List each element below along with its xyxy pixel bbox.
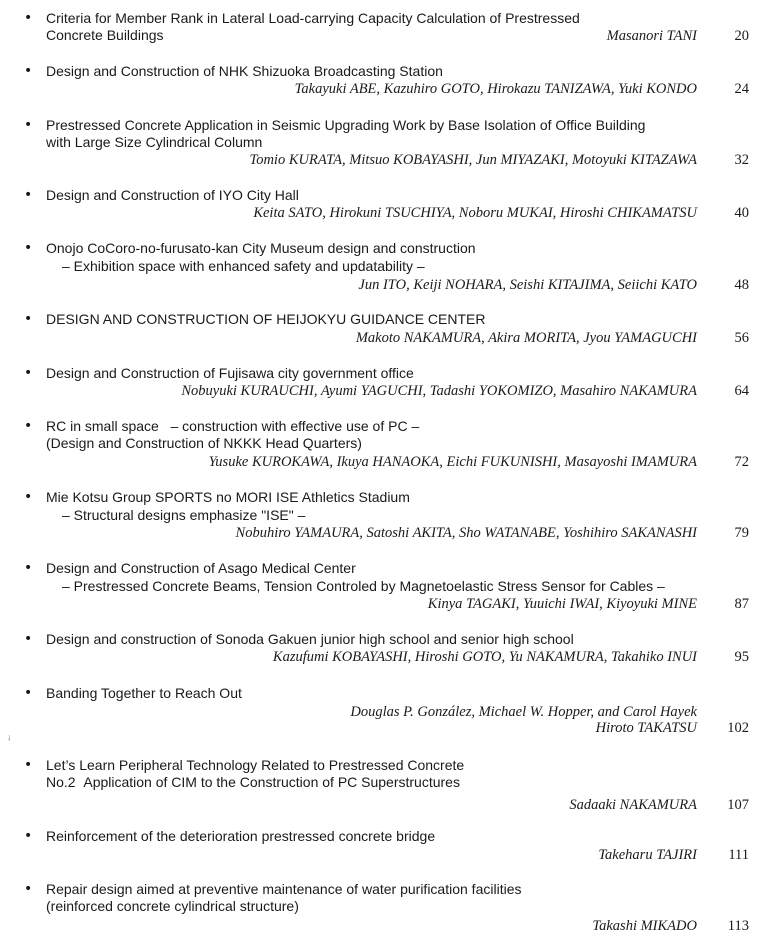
entry-page: 40 bbox=[734, 205, 749, 221]
entry-page: 79 bbox=[734, 525, 749, 541]
entry-authors: Masanori TANI bbox=[606, 28, 697, 44]
entry-title: Banding Together to Reach Out bbox=[46, 685, 242, 701]
entry-title: Onojo CoCoro-no-furusato-kan City Museum design and construction bbox=[46, 240, 476, 256]
entry-authors: Nobuhiro YAMAURA, Satoshi AKITA, Sho WATANABE, Yoshihiro SAKANASHI bbox=[235, 525, 697, 541]
entry-authors: Hiroto TAKATSU bbox=[595, 720, 697, 736]
entry-authors: Yusuke KUROKAWA, Ikuya HANAOKA, Eichi FUKUNISHI, Masayoshi IMAMURA bbox=[208, 454, 697, 470]
entry-authors: Tomio KURATA, Mitsuo KOBAYASHI, Jun MIYAZAKI, Motoyuki KITAZAWA bbox=[249, 152, 697, 168]
entry-authors: Keita SATO, Hirokuni TSUCHIYA, Noboru MUKAI, Hiroshi CHIKAMATSU bbox=[253, 205, 697, 221]
bullet-icon: • bbox=[24, 828, 33, 844]
entry-title: DESIGN AND CONSTRUCTION OF HEIJOKYU GUIDANCE CENTER bbox=[46, 311, 486, 327]
entry-page: 56 bbox=[734, 330, 749, 346]
bullet-icon: • bbox=[24, 240, 33, 256]
margin-mark: ¡ bbox=[8, 733, 11, 741]
entry-authors: Takashi MIKADO bbox=[592, 918, 697, 934]
entry-title: Concrete Buildings bbox=[46, 27, 164, 43]
entry-title: RC in small space – construction with effective use of PC – bbox=[46, 418, 420, 434]
entry-authors: Jun ITO, Keiji NOHARA, Seishi KITAJIMA, Seiichi KATO bbox=[358, 277, 697, 293]
bullet-icon: • bbox=[24, 63, 33, 79]
bullet-icon: • bbox=[24, 631, 33, 647]
entry-page: 102 bbox=[727, 720, 749, 736]
bullet-icon: • bbox=[24, 685, 33, 701]
entry-authors: Takayuki ABE, Kazuhiro GOTO, Hirokazu TANIZAWA, Yuki KONDO bbox=[294, 81, 697, 97]
entry-title: Design and Construction of Fujisawa city government office bbox=[46, 365, 414, 381]
bullet-icon: • bbox=[24, 365, 33, 381]
entry-title: Reinforcement of the deterioration prestressed concrete bridge bbox=[46, 828, 436, 844]
entry-page: 20 bbox=[734, 28, 749, 44]
bullet-icon: • bbox=[24, 117, 33, 133]
bullet-icon: • bbox=[24, 560, 33, 576]
entry-subtitle: – Prestressed Concrete Beams, Tension Controled by Magnetoelastic Stress Sensor for Cables – bbox=[62, 578, 665, 594]
entry-authors: Sadaaki NAKAMURA bbox=[569, 797, 697, 813]
entry-page: 113 bbox=[727, 918, 749, 934]
entry-subtitle: – Structural designs emphasize "ISE" – bbox=[62, 507, 306, 523]
entry-subtitle: – Exhibition space with enhanced safety and updatability – bbox=[62, 258, 425, 274]
entry-authors: Makoto NAKAMURA, Akira MORITA, Jyou YAMAGUCHI bbox=[355, 330, 697, 346]
entry-title: Mie Kotsu Group SPORTS no MORI ISE Athletics Stadium bbox=[46, 489, 410, 505]
entry-title: (Design and Construction of NKKK Head Quarters) bbox=[46, 435, 362, 451]
entry-page: 32 bbox=[734, 152, 749, 168]
entry-authors: Takeharu TAJIRI bbox=[598, 847, 697, 863]
entry-authors: Kinya TAGAKI, Yuuichi IWAI, Kiyoyuki MINE bbox=[427, 596, 697, 612]
entry-authors: Douglas P. González, Michael W. Hopper, and Carol Hayek bbox=[350, 704, 697, 720]
entry-page: 64 bbox=[734, 383, 749, 399]
entry-title: Repair design aimed at preventive maintenance of water purification facilities bbox=[46, 881, 522, 897]
bullet-icon: • bbox=[24, 881, 33, 897]
entry-page: 95 bbox=[734, 649, 749, 665]
entry-title: Criteria for Member Rank in Lateral Load-carrying Capacity Calculation of Prestressed bbox=[46, 10, 580, 26]
entry-title: No.2 Application of CIM to the Construction of PC Superstructures bbox=[46, 774, 460, 790]
entry-page: 24 bbox=[734, 81, 749, 97]
entry-page: 111 bbox=[728, 847, 749, 863]
bullet-icon: • bbox=[24, 418, 33, 434]
bullet-icon: • bbox=[24, 311, 33, 327]
entry-page: 72 bbox=[734, 454, 749, 470]
entry-authors: Kazufumi KOBAYASHI, Hiroshi GOTO, Yu NAKAMURA, Takahiko INUI bbox=[272, 649, 697, 665]
entry-title: with Large Size Cylindrical Column bbox=[46, 134, 263, 150]
entry-page: 87 bbox=[734, 596, 749, 612]
bullet-icon: • bbox=[24, 10, 33, 26]
entry-title: Design and Construction of NHK Shizuoka Broadcasting Station bbox=[46, 63, 443, 79]
entry-title: Prestressed Concrete Application in Seismic Upgrading Work by Base Isolation of Office Building bbox=[46, 117, 646, 133]
entry-page: 48 bbox=[734, 277, 749, 293]
entry-authors: Nobuyuki KURAUCHI, Ayumi YAGUCHI, Tadashi YOKOMIZO, Masahiro NAKAMURA bbox=[181, 383, 697, 399]
entry-page: 107 bbox=[727, 797, 749, 813]
entry-title: (reinforced concrete cylindrical structure) bbox=[46, 898, 299, 914]
entry-title: Design and construction of Sonoda Gakuen junior high school and senior high school bbox=[46, 631, 574, 647]
entry-title: Design and Construction of Asago Medical Center bbox=[46, 560, 356, 576]
bullet-icon: • bbox=[24, 187, 33, 203]
entry-title: Design and Construction of IYO City Hall bbox=[46, 187, 299, 203]
bullet-icon: • bbox=[24, 489, 33, 505]
bullet-icon: • bbox=[24, 757, 33, 773]
entry-title: Let’s Learn Peripheral Technology Related to Prestressed Concrete bbox=[46, 757, 465, 773]
